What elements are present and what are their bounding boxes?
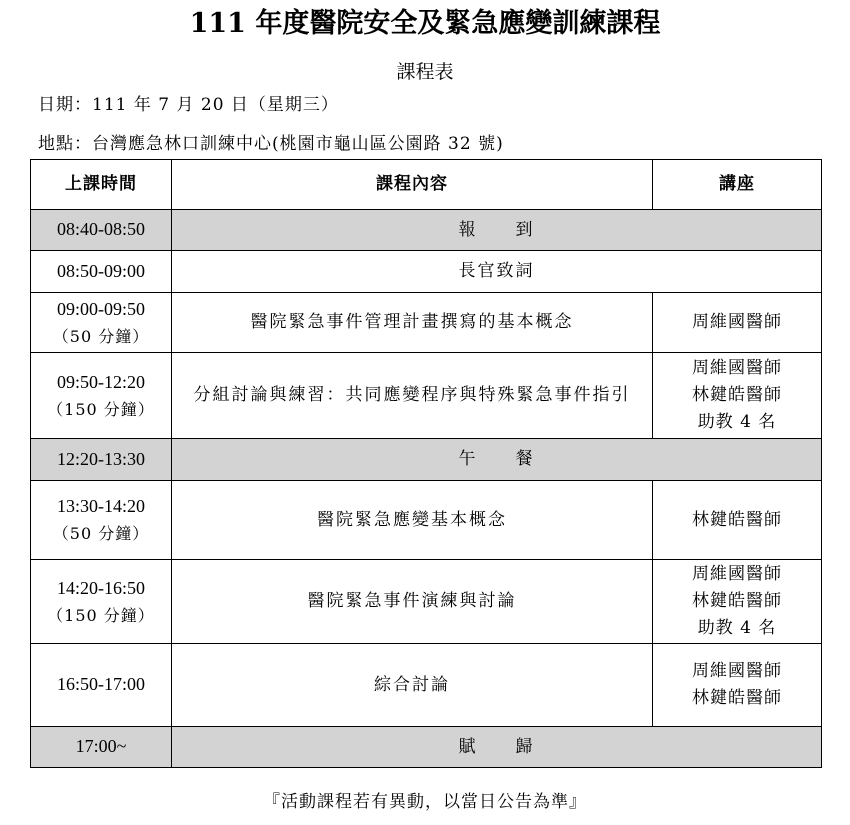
table-row (31, 210, 822, 251)
time-cell (31, 353, 172, 439)
time-cell (31, 560, 172, 644)
duration: （150 分鐘） (47, 399, 155, 419)
content-cell: 午 餐 (172, 439, 822, 481)
content-cell: 分組討論與練習：共同應變程序與特殊緊急事件指引 (172, 353, 653, 439)
lecturer-name: 林鍵皓醫師 (692, 688, 782, 708)
table-header-row (31, 160, 822, 210)
time-range: 16:50-17:00 (57, 674, 145, 694)
lecturer-cell (653, 560, 822, 644)
header-content: 課程內容 (172, 160, 653, 210)
lecturer-name: 林鍵皓醫師 (692, 385, 782, 405)
lecturer-cell (653, 293, 822, 353)
time-range: 08:40-08:50 (57, 219, 145, 239)
duration: （150 分鐘） (47, 605, 155, 625)
lecturer-name: 助教 4 名 (697, 618, 777, 638)
header-lecturer: 講座 (653, 160, 822, 210)
lecturer-cell (653, 353, 822, 439)
lecturer-name: 周維國醫師 (692, 358, 782, 378)
time-range: 17:00~ (75, 736, 127, 756)
lecturer-name: 周維國醫師 (692, 312, 782, 332)
time-cell (31, 644, 172, 727)
schedule-table (30, 159, 822, 768)
time-range: 14:20-16:50 (57, 577, 145, 598)
header-time: 上課時間 (31, 160, 172, 210)
lecturer-name: 林鍵皓醫師 (692, 509, 782, 530)
time-cell (31, 481, 172, 560)
lecturer-cell (653, 481, 822, 560)
content-cell: 醫院緊急事件演練與討論 (172, 560, 653, 644)
time-range: 13:30-14:20 (57, 496, 145, 516)
content-cell: 長官致詞 (172, 251, 822, 293)
lecturer-name: 助教 4 名 (697, 412, 777, 432)
document-title: 111 年度醫院安全及緊急應變訓練課程 (189, 8, 661, 39)
event-location: 地點：台灣應急林口訓練中心(桃園市龜山區公園路 32 號) (38, 134, 504, 154)
table-row (31, 353, 822, 439)
table-row (31, 439, 822, 481)
time-range: 12:20-13:30 (57, 448, 145, 469)
table-row (31, 560, 822, 644)
table-row (31, 251, 822, 293)
table-row (31, 481, 822, 560)
footer-note: 『活動課程若有異動，以當日公告為準』 (263, 792, 587, 812)
content-cell: 報 到 (172, 210, 822, 251)
table-row (31, 727, 822, 768)
time-cell (31, 727, 172, 768)
lecturer-name: 周維國醫師 (692, 661, 782, 681)
time-range: 09:50-12:20 (57, 371, 145, 392)
lecturer-cell (653, 644, 822, 727)
time-cell (31, 293, 172, 353)
content-cell: 醫院緊急事件管理計畫撰寫的基本概念 (172, 293, 653, 353)
lecturer-name: 林鍵皓醫師 (692, 591, 782, 611)
time-cell (31, 210, 172, 251)
lecturer-name: 周維國醫師 (692, 564, 782, 584)
content-cell: 賦 歸 (172, 727, 822, 768)
content-cell: 綜合討論 (172, 644, 653, 727)
time-cell (31, 251, 172, 293)
duration: （50 分鐘） (52, 326, 150, 346)
event-date: 日期：111 年 7 月 20 日（星期三） (38, 95, 339, 115)
document-subtitle: 課程表 (396, 61, 454, 83)
content-cell: 醫院緊急應變基本概念 (172, 481, 653, 560)
table-row (31, 644, 822, 727)
table-row (31, 293, 822, 353)
duration: （50 分鐘） (52, 524, 150, 543)
time-cell (31, 439, 172, 481)
time-range: 08:50-09:00 (57, 260, 145, 281)
time-range: 09:00-09:50 (57, 298, 145, 319)
